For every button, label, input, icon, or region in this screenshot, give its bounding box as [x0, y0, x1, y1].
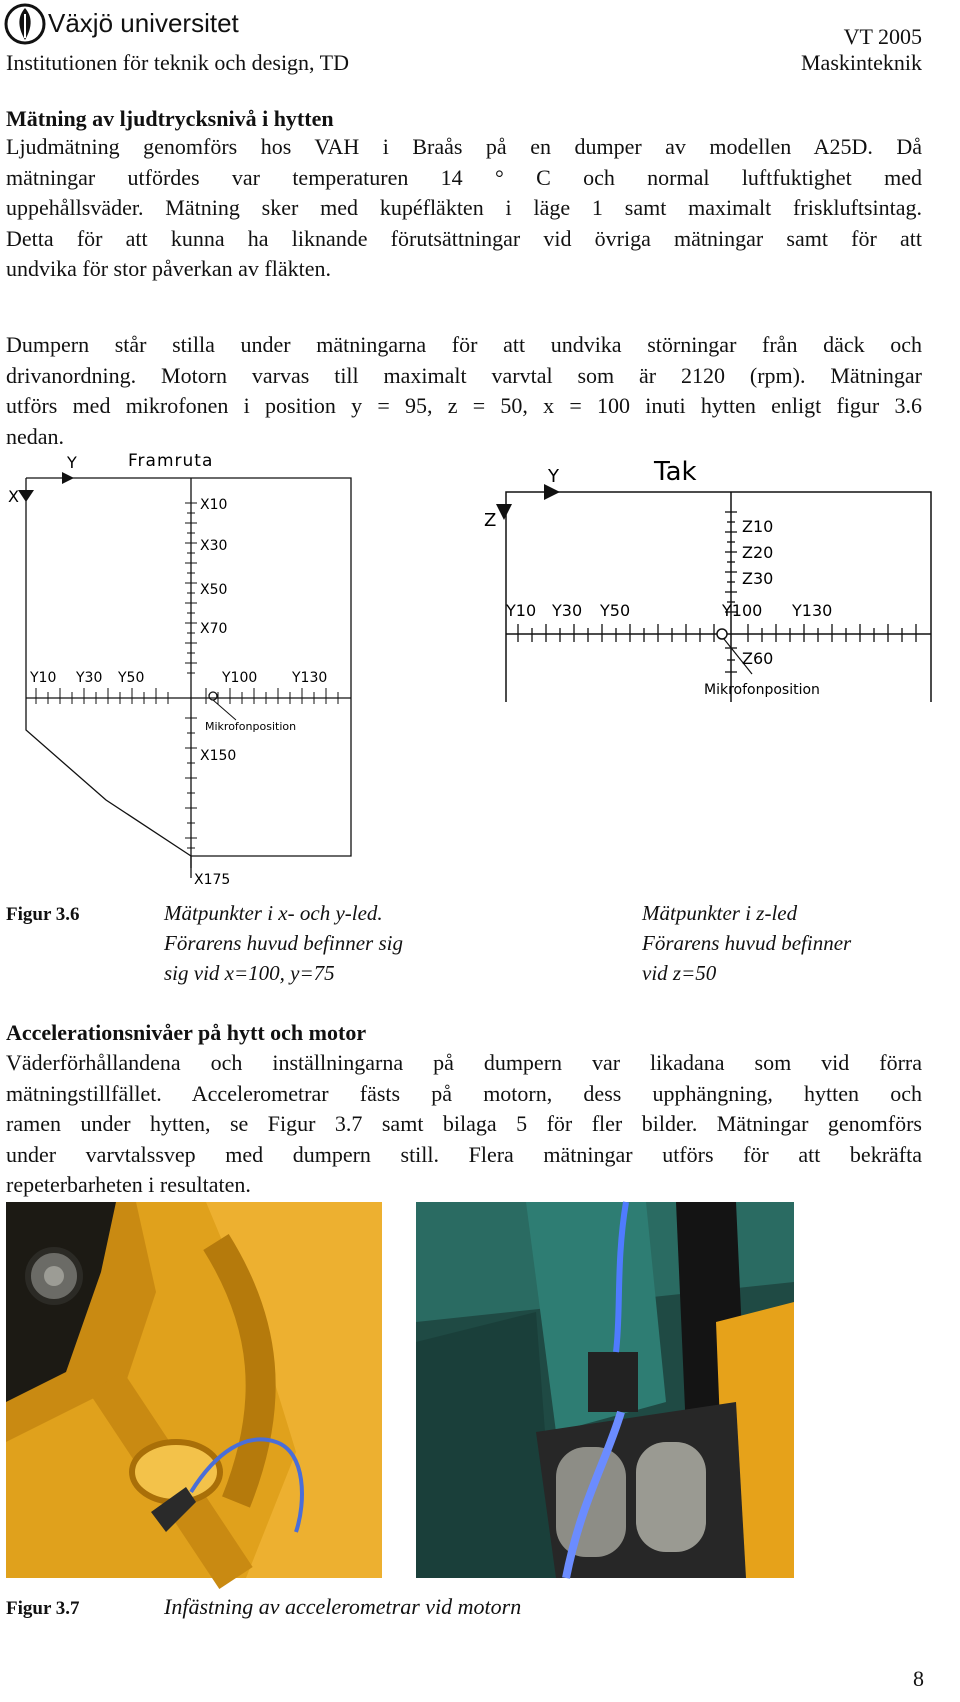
- tick-label: X30: [200, 538, 228, 554]
- tick-label: Y10: [30, 670, 57, 686]
- text-line: Detta för att kunna ha liknande förutsättningar vid övriga mätningar samt för att: [6, 225, 922, 251]
- tick-label: Y50: [600, 601, 631, 620]
- axis-label-y: Y: [548, 466, 559, 487]
- institution-name: Institutionen för teknik och design, TD: [6, 50, 349, 75]
- term: VT 2005: [843, 24, 922, 49]
- y-arrow-icon: [62, 472, 74, 484]
- text-line: mätningstillfället. Accelerometrar fästs på motorn, dess upphängning, hytten och: [6, 1080, 922, 1106]
- text-line: mätningar utfördes var temperaturen 14 ° C och normal luftfuktighet med: [6, 164, 922, 190]
- caption-line: Förarens huvud befinner sig: [164, 931, 403, 955]
- microphone-marker: [717, 629, 727, 639]
- tick-label: Y30: [76, 670, 103, 686]
- text-line: nedan.: [6, 423, 65, 449]
- text-line: ramen under hytten, se Figur 3.7 samt bilaga 5 för fler bilder. Mätningar genomförs: [6, 1111, 922, 1136]
- university-name: Växjö universitet: [48, 8, 239, 38]
- figure-caption-right: [642, 898, 851, 988]
- paragraph-sound-2: [6, 330, 922, 452]
- text-line: Ljudmätning genomförs hos VAH i Braås på en dumper av modellen A25D. Då: [6, 134, 922, 159]
- tick-label: Y30: [552, 601, 583, 620]
- x-arrow-icon: [18, 490, 34, 502]
- axis-label-x: X: [8, 487, 19, 506]
- tick-label: Z60: [742, 649, 774, 668]
- tick-label: Z30: [742, 569, 774, 588]
- caption-line: Mätpunkter i z-led: [642, 901, 798, 925]
- text-line: Dumpern står stilla under mätningarna för att undvika störningar från däck och: [6, 332, 922, 357]
- microphone-marker: [209, 692, 217, 700]
- text-line: drivanordning. Motorn varvas till maximalt varvtal som är 2120 (rpm). Mätningar: [6, 362, 922, 388]
- diagram-title: Tak: [654, 457, 697, 487]
- tick-label: X70: [200, 621, 228, 637]
- paragraph-acceleration: [6, 1048, 922, 1201]
- caption-line: Mätpunkter i x- och y-led.: [164, 901, 383, 925]
- mic-label: Mikrofonposition: [205, 720, 297, 733]
- tick-label: Y50: [118, 670, 145, 686]
- axis-label-z: Z: [484, 510, 497, 531]
- section-heading-sound: Mätning av ljudtrycksnivå i hytten: [6, 106, 334, 131]
- diagram-cab-front: [6, 448, 366, 888]
- photo-engine-accelerometer: [416, 1202, 794, 1578]
- text-line: under varvtalssvep med dumpern still. Flera mätningar utförs för att bekräfta: [6, 1141, 922, 1167]
- text-line: uppehållsväder. Mätning sker med kupéfläkten i läge 1 samt maximalt friskluftsintag.: [6, 195, 922, 220]
- diagram-title: Framruta: [128, 451, 214, 471]
- tick-label: Z10: [742, 517, 774, 536]
- tick-label: Y130: [292, 670, 328, 686]
- figure-caption-3-7: Infästning av accelerometrar vid motorn: [164, 1594, 522, 1619]
- mic-label: Mikrofonposition: [704, 682, 820, 698]
- page-number: 8: [913, 1666, 924, 1691]
- caption-line: vid z=50: [642, 961, 717, 985]
- subject: Maskinteknik: [801, 50, 922, 75]
- tick-label: Y100: [722, 601, 763, 620]
- tick-label: X10: [200, 497, 228, 513]
- tick-label: Z20: [742, 543, 774, 562]
- caption-line: sig vid x=100, y=75: [164, 961, 335, 985]
- text-line: repeterbarheten i resultaten.: [6, 1172, 251, 1197]
- tick-label: Y10: [506, 601, 537, 620]
- figure-label-3-7: Figur 3.7: [6, 1598, 80, 1619]
- tick-label: X150: [200, 748, 237, 764]
- text-line: Väderförhållandena och inställningarna på dumpern var likadana som vid förra: [6, 1050, 922, 1075]
- tick-label: Y130: [792, 601, 833, 620]
- caption-line: Förarens huvud befinner: [642, 931, 852, 955]
- axis-label-y: Y: [67, 453, 77, 472]
- figure-label-3-6: Figur 3.6: [6, 904, 80, 925]
- paragraph-sound-1: [6, 132, 922, 285]
- tick-label: X50: [200, 582, 228, 598]
- photo-engine-mount-accelerometer: [6, 1202, 382, 1578]
- text-line: utförs med mikrofonen i position y = 95, z = 50, x = 100 inuti hytten enligt figur 3.6: [6, 393, 922, 418]
- tick-label: X175: [194, 872, 231, 888]
- text-line: undvika för stor påverkan av fläkten.: [6, 256, 331, 281]
- tick-label: Y100: [222, 670, 258, 686]
- university-logo: [4, 2, 46, 46]
- section-heading-acceleration: Accelerationsnivåer på hytt och motor: [6, 1020, 367, 1045]
- diagram-cab-roof: [486, 448, 944, 708]
- figure-caption-left: [164, 898, 403, 988]
